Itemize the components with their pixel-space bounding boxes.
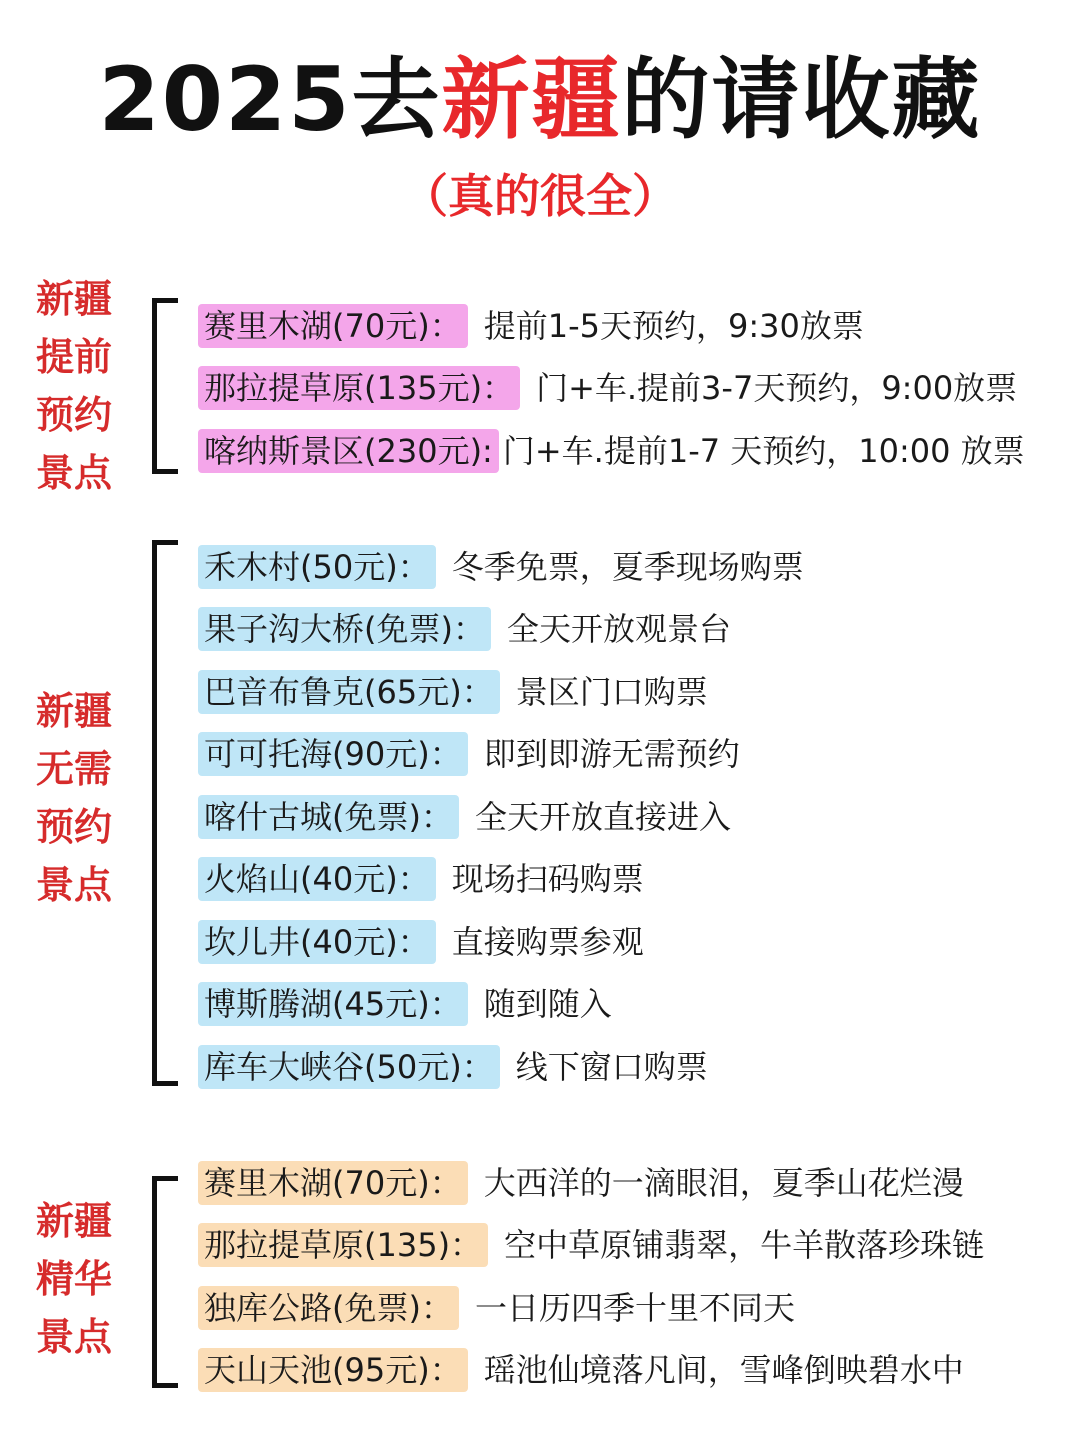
section-label: 新疆 精华 景点 bbox=[36, 1199, 113, 1359]
spot-desc: 瑶池仙境落凡间，雪峰倒映碧水中 bbox=[483, 1351, 964, 1389]
spot-tag: 赛里木湖(70元)： bbox=[198, 304, 468, 348]
list-item bbox=[198, 1160, 964, 1206]
list-item bbox=[198, 1285, 795, 1331]
spot-desc: 门+车.提前1-7 天预约，10:00 放票 bbox=[502, 432, 1025, 470]
spot-tag: 天山天池(95元)： bbox=[198, 1348, 468, 1392]
title-accent: 新疆 bbox=[441, 48, 622, 151]
spot-tag: 独库公路(免票)： bbox=[198, 1286, 459, 1330]
spot-tag: 果子沟大桥(免票)： bbox=[198, 607, 491, 651]
section-label: 新疆 无需 预约 景点 bbox=[36, 689, 113, 907]
spot-desc: 冬季免票，夏季现场购票 bbox=[451, 548, 804, 586]
spot-tag: 火焰山(40元)： bbox=[198, 857, 436, 901]
list-item bbox=[198, 856, 644, 902]
list-item bbox=[198, 1347, 964, 1393]
spot-desc: 一日历四季十里不同天 bbox=[474, 1289, 795, 1327]
spot-desc: 空中草原铺翡翠，牛羊散落珍珠链 bbox=[504, 1226, 985, 1264]
section-label: 新疆 提前 预约 景点 bbox=[36, 277, 113, 495]
spot-tag: 巴音布鲁克(65元)： bbox=[198, 670, 500, 714]
list-item bbox=[198, 731, 740, 777]
spot-desc: 现场扫码购票 bbox=[451, 860, 644, 898]
list-item bbox=[198, 428, 1025, 474]
title-suffix: 的请收藏 bbox=[621, 48, 982, 151]
spot-desc: 景区门口购票 bbox=[515, 673, 708, 711]
spot-tag: 库车大峡谷(50元)： bbox=[198, 1045, 500, 1089]
spot-tag: 可可托海(90元)： bbox=[198, 732, 468, 776]
spot-tag: 博斯腾湖(45元)： bbox=[198, 982, 468, 1026]
spot-desc: 提前1-5天预约，9:30放票 bbox=[483, 307, 864, 345]
list-item bbox=[198, 981, 612, 1027]
page-subtitle: （真的很全） bbox=[402, 169, 678, 223]
section-bracket bbox=[152, 1176, 178, 1388]
title-prefix: 2025去 bbox=[98, 48, 442, 151]
list-item bbox=[198, 1044, 708, 1090]
spot-tag: 喀什古城(免票)： bbox=[198, 795, 459, 839]
spot-tag: 那拉提草原(135元)： bbox=[198, 366, 520, 410]
list-item bbox=[198, 606, 731, 652]
spot-desc: 大西洋的一滴眼泪，夏季山花烂漫 bbox=[483, 1164, 964, 1202]
list-item bbox=[198, 365, 1017, 411]
spot-desc: 线下窗口购票 bbox=[515, 1048, 708, 1086]
spot-desc: 直接购票参观 bbox=[451, 923, 644, 961]
list-item bbox=[198, 919, 644, 965]
section-bracket bbox=[152, 298, 178, 474]
list-item bbox=[198, 1222, 984, 1268]
spot-tag: 坎儿井(40元)： bbox=[198, 920, 436, 964]
spot-desc: 随到随入 bbox=[483, 985, 612, 1023]
spot-tag: 那拉提草原(135)： bbox=[198, 1223, 488, 1267]
spot-tag: 赛里木湖(70元)： bbox=[198, 1161, 468, 1205]
section-bracket bbox=[152, 540, 178, 1086]
list-item bbox=[198, 303, 864, 349]
spot-tag: 喀纳斯景区(230元): bbox=[198, 429, 499, 473]
page-title bbox=[0, 30, 1080, 156]
spot-desc: 即到即游无需预约 bbox=[483, 735, 740, 773]
spot-desc: 门+车.提前3-7天预约，9:00放票 bbox=[536, 369, 1018, 407]
spot-desc: 全天开放观景台 bbox=[506, 610, 731, 648]
spot-tag: 禾木村(50元)： bbox=[198, 545, 436, 589]
list-item bbox=[198, 669, 708, 715]
list-item bbox=[198, 544, 804, 590]
spot-desc: 全天开放直接进入 bbox=[474, 798, 731, 836]
list-item bbox=[198, 794, 731, 840]
